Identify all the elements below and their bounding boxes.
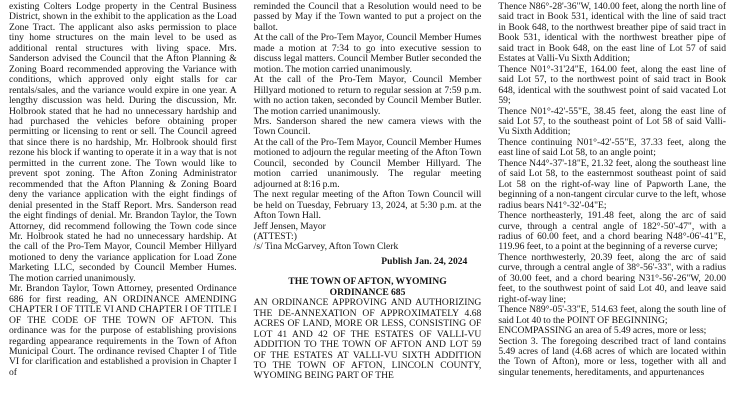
- text-column-1: [9, 2, 237, 400]
- attest-label: (ATTEST:): [253, 230, 297, 242]
- signature-mayor: Jeff Jensen, Mayor: [253, 220, 326, 232]
- legal-description-encompassing: ENCOMPASSING an area of 5.49 acres, more or less;: [498, 325, 707, 337]
- minutes-paragraph-executive-session: At the call of the Pro-Tem Mayor, Council Member Humes made a motion at 7:34 to go into executive session to discuss legal matters. Council Member Butler seconded the motion. The motion carried unanimously.: [253, 32, 482, 75]
- notice-heading-ordinance-685: ORDINANCE 685: [329, 286, 406, 298]
- minutes-paragraph-camera-views: Mrs. Sanderson shared the new camera views with the Town Council.: [253, 115, 482, 138]
- legal-description-course-2: Thence N01°-31'24"E, 164.00 feet, along the east line of said Lot 57, to the northwest point of said tract in Book 648, identical with the southwest point of said vacated Lot 59;: [498, 63, 727, 107]
- publish-date-line: Publish Jan. 24, 2024: [381, 255, 468, 267]
- legal-description-course-4: Thence continuing N01°-42'-55"E, 37.33 feet, along the east line of said Lot 58, to an angle point;: [498, 136, 727, 159]
- ordinance-685-title-paragraph: AN ORDINANCE APPROVING AND AUTHORIZING THE DE-ANNEXATION OF APPROXIMATELY 4.68 ACRES OF LAND, MORE OR LESS, CONSISTING OF LOT 41 AND 42 OF THE ESTATES OF VALLI-VU ADDITION TO THE TOWN OF AFTON AND LOT 59 OF THE ESTATES AT VALLI-VU SIXTH ADDITION TO THE TOWN OF AFTON, LINCOLN COUNTY, WYOMING BEING PART OF THE: [253, 297, 482, 382]
- legal-description-course-8: Thence N89°-05'-33"E, 514.63 feet, along the south line of said Lot 40 to the POINT OF BEGINNING;: [498, 304, 727, 326]
- text-column-3: [498, 2, 726, 400]
- signature-clerk: /s/ Tina McGarvey, Afton Town Clerk: [253, 241, 399, 253]
- legal-description-course-7: Thence northwesterly, 20.39 feet, along the arc of said curve, through a central angle of 38°-56'-33", with a radius of 30.00 feet, and a chord bearing N31°-56'-26"W, 20.00 feet, to the southwest point of said Lot 40, and leave said right-of-way line;: [498, 251, 727, 305]
- minutes-paragraph-next-meeting: The next regular meeting of the Afton Town Council will be held on Tuesday, February 13, 2024, at 5:30 p.m. at the Afton Town Hall.: [253, 189, 482, 222]
- minutes-paragraph-regular-session: At the call of the Pro-Tem Mayor, Council Member Hillyard motioned to return to regular session at 7:59 p.m. with no action taken, seconded by Council Member Butler. The motion carried unanimously.: [253, 74, 482, 117]
- legal-description-course-3: Thence N01°-42'-55"E, 38.45 feet, along the east line of said Lot 57, to the southeast point of Lot 58 of said Valli-Vu Sixth Addition;: [498, 105, 727, 138]
- legal-description-course-1: Thence N86°-28'-36"W, 140.00 feet, along the north line of said tract in Book 531, identical with the line of said tract in Book 648, to the northwest breather pipe of said tract in Book 531, identical with the northwest breather pipe of said tract in Book 648, on the east line of Lot 57 of said Estates at Valli-Vu Sixth Addition;: [498, 1, 727, 65]
- text-column-2: [254, 2, 482, 400]
- ordinance-section-3-paragraph: Section 3. The foregoing described tract of land contains 5.49 acres of land (4.68 acres of which are located within the Town of Afton), more or less, together with all and singular tenements, hereditaments, and appurtenances: [498, 335, 727, 378]
- minutes-paragraph-resolution: reminded the Council that a Resolution would need to be passed by May if the Town wanted to put a project on the ballot.: [253, 1, 482, 33]
- notice-heading-town: THE TOWN OF AFTON, WYOMING: [288, 276, 447, 288]
- legal-description-course-6: Thence northeasterly, 191.48 feet, along the arc of said curve, through a central angle of 182°-50'-47", with a radius of 60.00 feet, and a chord bearing N48°-06'-41"E, 119.96 feet, to a point at the beginning of a reverse curve;: [498, 210, 727, 253]
- minutes-paragraph-ordinance-686: Mr. Brandon Taylor, Town Attorney, presented Ordinance 686 for first reading, AN ORDINANCE AMENDING CHAPTER I OF TITLE VI AND CHAPTER I OF TITLE I OF THE CODE OF THE TOWN OF AFTON. This ordinance was for the purpose of establishing provisions regarding appearance requirements in the Town of Afton Municipal Court. The ordinance revised Chapter I of Title VI for clarification and established a provision in Chapter I of: [9, 283, 237, 378]
- minutes-paragraph-adjourn: At the call of the Pro-Tem Mayor, Council Member Humes motioned to adjourn the regular meeting of the Afton Town Council, seconded by Council Member Hillyard. The motion carried unanimously. The regular meeting adjourned at 8:16 p.m.: [253, 136, 482, 190]
- minutes-paragraph-variance: existing Colters Lodge property in the Central Business District, shown in the exhibit to the application as the Load Zone Tract. The applicant also asks permission to place tiny home structures on the main level to be used as additional rental structures with living space. Mrs. Sanderson advised the Council that the Afton Planning & Zoning Board recommended approving the Variance with conditions, which approved only eight stalls for car rentals/sales, and the variance would expire in one year. A lengthy discussion was held. During the discussion, Mr. Holbrook stated that he had no unnecessary hardship and had purchased the vehicles before obtaining proper permitting or licensing to rent or sell. The Council agreed that since there is no hardship, Mr. Holbrook should first rezone his block if wanting to operate it in a way that is not permitted in the current zone. The Town would like to prevent spot zoning. The Afton Zoning Administrator recommended that the Afton Planning & Zoning Board deny the variance application with the eight findings of denial presented in the Staff Report. Mrs. Sanderson read the eight findings of denial. Mr. Brandon Taylor, the Town Attorney, did recommend following the Town code since Mr. Holbrook stated he had no unnecessary hardship. At the call of the Pro-Tem Mayor, Council Member Hillyard motioned to deny the variance application for Load Zone Marketing LLC, seconded by Council Member Humes. The motion carried unanimously.: [9, 1, 237, 284]
- legal-description-course-5: Thence N44°-37'-18"E, 21.32 feet, along the southeast line of said Lot 58, to the easternmost southeast point of said Lot 58 on the right-of-way line of Papworth Lane, the beginning of a non-tangent circular curve to the left, whose radius bears N41°-32'-04"E;: [498, 157, 727, 211]
